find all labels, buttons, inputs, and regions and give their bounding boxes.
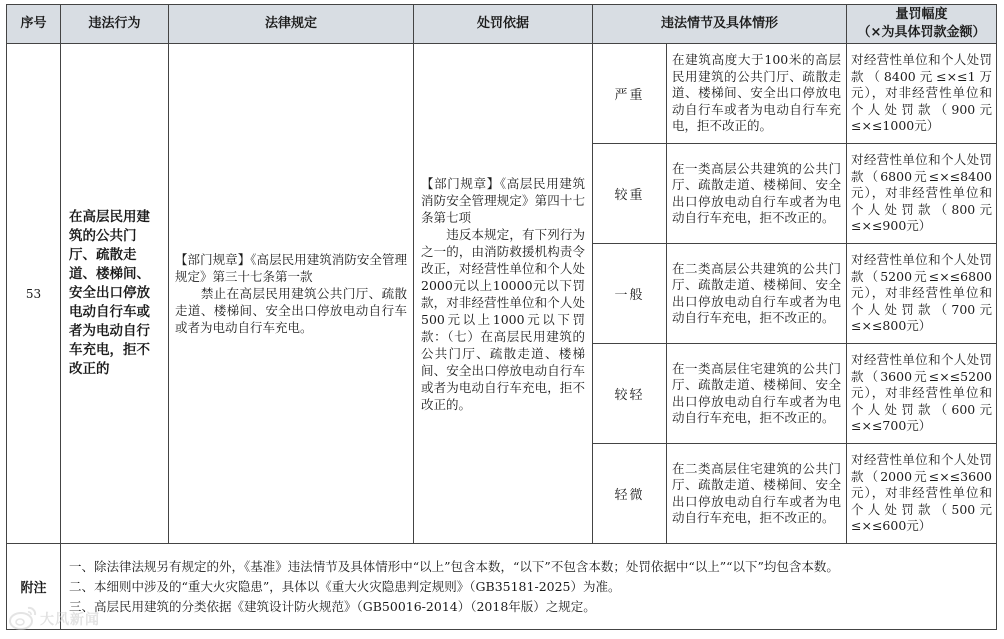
header-fine-line1: 量罚幅度 bbox=[895, 7, 948, 22]
violation-cell: 在高层民用建筑的公共门厅、疏散走道、楼梯间、安全出口停放电动自行车或者为电动自行车充电，拒不改正的 bbox=[61, 44, 169, 544]
basis-source: 【部门规章】《高层民用建筑消防安全管理规定》第四十七条第七项 bbox=[421, 175, 585, 225]
fine-cell: 对经营性单位和个人处罚款（5200元≤×≤6800元），对非经营性单位和个人处罚款（700元≤×≤800元） bbox=[847, 244, 997, 344]
watermark-text: 大风新闻 bbox=[40, 612, 100, 628]
header-circumstance: 违法情节及具体情形 bbox=[593, 5, 847, 44]
level-label: 轻微 bbox=[593, 444, 667, 544]
situation-cell: 在建筑高度大于100米的高层民用建筑的公共门厅、疏散走道、楼梯间、安全出口停放电动自行车或者为电动自行车充电，拒不改正的。 bbox=[667, 44, 847, 144]
fine-cell: 对经营性单位和个人处罚款（3600元≤×≤5200元），对非经营性单位和个人处罚款（600元≤×≤700元） bbox=[847, 344, 997, 444]
penalty-standard-table bbox=[6, 4, 997, 630]
header-violation: 违法行为 bbox=[61, 5, 169, 44]
level-label: 较轻 bbox=[593, 344, 667, 444]
situation-cell: 在二类高层公共建筑的公共门厅、疏散走道、楼梯间、安全出口停放电动自行车或者为电动自行车充电，拒不改正的。 bbox=[667, 244, 847, 344]
law-source: 【部门规章】《高层民用建筑消防安全管理规定》第三十七条第一款 bbox=[175, 252, 407, 284]
situation-cell: 在二类高层住宅建筑的公共门厅、疏散走道、楼梯间、安全出口停放电动自行车或者为电动自行车充电，拒不改正的。 bbox=[667, 444, 847, 544]
notes-cell bbox=[61, 544, 997, 630]
notes-row bbox=[7, 544, 997, 630]
notes-label: 附注 bbox=[7, 544, 61, 630]
header-law: 法律规定 bbox=[169, 5, 414, 44]
watermark bbox=[6, 602, 124, 634]
fine-cell: 对经营性单位和个人处罚款（6800元≤×≤8400元），对非经营性单位和个人处罚款（800元≤×≤900元） bbox=[847, 144, 997, 244]
situation-cell: 在一类高层公共建筑的公共门厅、疏散走道、楼梯间、安全出口停放电动自行车或者为电动自行车充电，拒不改正的。 bbox=[667, 144, 847, 244]
note-item: 二、本细则中涉及的“重大火灾隐患”，具体以《重大火灾隐患判定规则》（GB35181-2025）为准。 bbox=[69, 578, 621, 594]
situation-cell: 在一类高层住宅建筑的公共门厅、疏散走道、楼梯间、安全出口停放电动自行车或者为电动自行车充电，拒不改正的。 bbox=[667, 344, 847, 444]
law-text: 禁止在高层民用建筑公共门厅、疏散走道、楼梯间、安全出口停放电动自行车或者为电动自行车充电。 bbox=[175, 286, 407, 335]
level-label: 一般 bbox=[593, 244, 667, 344]
header-basis: 处罚依据 bbox=[414, 5, 593, 44]
row-index: 53 bbox=[7, 44, 61, 544]
fine-cell: 对经营性单位和个人处罚款（2000元≤×≤3600元），对非经营性单位和个人处罚款（500元≤×≤600元） bbox=[847, 444, 997, 544]
note-item: 三、高层民用建筑的分类依据《建筑设计防火规范》（GB50016-2014）（2018年版）之规定。 bbox=[69, 598, 596, 614]
basis-cell bbox=[414, 44, 593, 544]
note-item: 一、除法律法规另有规定的外，《基准》违法情节及具体情形中“以上”包含本数，“以下”不包含本数；处罚依据中“以上”“以下”均包含本数。 bbox=[69, 558, 839, 574]
weibo-logo-icon bbox=[8, 604, 38, 632]
header-fine bbox=[847, 5, 997, 44]
header-fine-line2: （×为具体罚款金额） bbox=[857, 25, 986, 40]
basis-text: 违反本规定，有下列行为之一的，由消防救援机构责令改正，对经营性单位和个人处2000元以上10000元以下罚款，对非经营性单位和个人处500元以上1000元以下罚款：（七）在高层民用建筑的公共门厅、疏散走道、楼梯间、安全出口停放电动自行车或者为电动自行车充电，拒不改正的。 bbox=[421, 226, 585, 412]
fine-cell: 对经营性单位和个人处罚款（8400元≤×≤1万元），对非经营性单位和个人处罚款（900元≤×≤1000元） bbox=[847, 44, 997, 144]
level-label: 严重 bbox=[593, 44, 667, 144]
table-row bbox=[7, 44, 997, 144]
header-row bbox=[7, 5, 997, 44]
law-cell bbox=[169, 44, 414, 544]
header-index: 序号 bbox=[7, 5, 61, 44]
level-label: 较重 bbox=[593, 144, 667, 244]
